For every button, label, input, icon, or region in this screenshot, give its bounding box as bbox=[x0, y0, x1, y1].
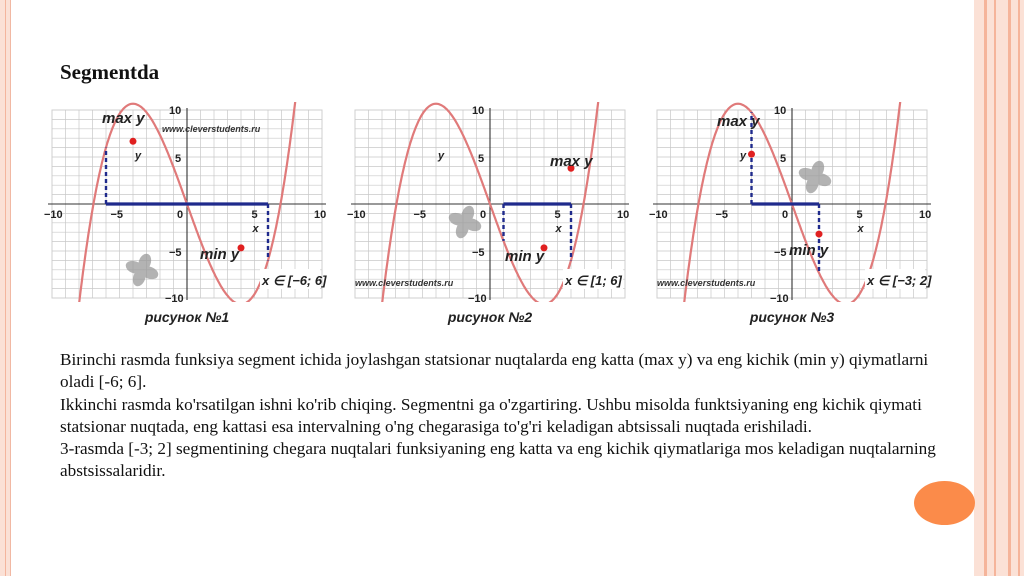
tick-label-y-neg5: −5 bbox=[774, 247, 787, 259]
watermark-text: www.cleverstudents.ru bbox=[355, 278, 454, 288]
tick-label-x-neg10: −10 bbox=[347, 209, 366, 221]
figure-2 bbox=[345, 100, 635, 335]
min-point bbox=[816, 231, 823, 238]
tick-label-x-neg5: −5 bbox=[715, 209, 729, 221]
right-frame-border bbox=[974, 0, 1024, 576]
tick-label-x-0: 0 bbox=[177, 209, 184, 221]
max-point bbox=[130, 138, 137, 145]
tick-label-y-10: 10 bbox=[774, 105, 787, 117]
tick-label-y-neg10: −10 bbox=[165, 293, 184, 305]
y-axis-name: y bbox=[438, 150, 445, 162]
tick-label-x-5: 5 bbox=[251, 209, 258, 221]
min-label: min y bbox=[789, 242, 829, 259]
paragraph-3: 3-rasmda [-3; 2] segmentining chegara nuqtalari funksiyaning eng katta va eng kichik qiymatlariga mos keladigan nuqtalarning abstsissalaridir. bbox=[60, 439, 936, 481]
figures-row bbox=[42, 100, 942, 340]
tick-label-y-10: 10 bbox=[169, 105, 182, 117]
tick-label-y-neg5: −5 bbox=[169, 247, 182, 259]
tick-label-x-0: 0 bbox=[480, 209, 487, 221]
tick-label-x-neg5: −5 bbox=[413, 209, 427, 221]
tick-label-x-5: 5 bbox=[856, 209, 863, 221]
graph-svg-3 bbox=[647, 100, 937, 335]
figure-3 bbox=[647, 100, 937, 335]
tick-label-y-5: 5 bbox=[175, 153, 182, 165]
min-label: min y bbox=[200, 246, 240, 263]
tick-label-x-neg10: −10 bbox=[44, 209, 63, 221]
figure-caption: рисунок №1 bbox=[144, 309, 230, 325]
orange-dot-decoration bbox=[914, 481, 975, 525]
tick-label-y-5: 5 bbox=[780, 153, 787, 165]
body-text bbox=[60, 349, 940, 483]
y-axis-name: y bbox=[740, 150, 747, 162]
tick-label-x-10: 10 bbox=[919, 209, 932, 221]
tick-label-y-10: 10 bbox=[472, 105, 485, 117]
figure-1 bbox=[42, 100, 332, 335]
x-axis-name: x bbox=[857, 223, 864, 235]
tick-label-y-neg10: −10 bbox=[468, 293, 487, 305]
tick-label-x-neg5: −5 bbox=[110, 209, 124, 221]
tick-label-x-5: 5 bbox=[554, 209, 561, 221]
paragraph-1: Birinchi rasmda funksiya segment ichida joylashgan statsionar nuqtalarda eng katta (max y) va eng kichik (min y) qiymatlarni oladi [-6; 6]. bbox=[60, 350, 929, 392]
tick-label-y-neg5: −5 bbox=[472, 247, 485, 259]
graph-svg-2 bbox=[345, 100, 635, 335]
tick-label-x-0: 0 bbox=[782, 209, 789, 221]
figure-caption: рисунок №3 bbox=[749, 309, 835, 325]
tick-label-x-10: 10 bbox=[314, 209, 327, 221]
tick-label-y-neg10: −10 bbox=[770, 293, 789, 305]
x-axis-name: x bbox=[252, 223, 259, 235]
interval-label: x ∈ [−6; 6] bbox=[262, 273, 327, 288]
graph-svg-1 bbox=[42, 100, 332, 335]
min-label: min y bbox=[505, 248, 545, 265]
paragraph-2: Ikkinchi rasmda ko'rsatilgan ishni ko'rib chiqing. Segmentni ga o'zgartiring. Ushbu misolda funktsiyaning eng kichik qiymati statsionar nuqtada, eng kattasi esa intervalning o'ng chegarasiga to'g'ri keladigan abtsissali nuqtada erishiladi. bbox=[60, 394, 922, 436]
interval-label: x ∈ [−3; 2] bbox=[867, 273, 932, 288]
tick-label-x-neg10: −10 bbox=[649, 209, 668, 221]
max-label: max y bbox=[717, 113, 760, 130]
slide-title: Segmentda bbox=[60, 60, 160, 84]
interval-label: x ∈ [1; 6] bbox=[565, 273, 622, 288]
max-label: max y bbox=[550, 153, 593, 170]
left-frame-border bbox=[0, 0, 11, 576]
max-label: max y bbox=[102, 110, 145, 127]
tick-label-y-5: 5 bbox=[478, 153, 485, 165]
watermark-text: www.cleverstudents.ru bbox=[657, 278, 756, 288]
max-point bbox=[748, 151, 755, 158]
y-axis-name: y bbox=[135, 150, 142, 162]
tick-label-x-10: 10 bbox=[617, 209, 630, 221]
figure-caption: рисунок №2 bbox=[447, 309, 533, 325]
watermark-text: www.cleverstudents.ru bbox=[162, 124, 261, 134]
x-axis-name: x bbox=[555, 223, 562, 235]
